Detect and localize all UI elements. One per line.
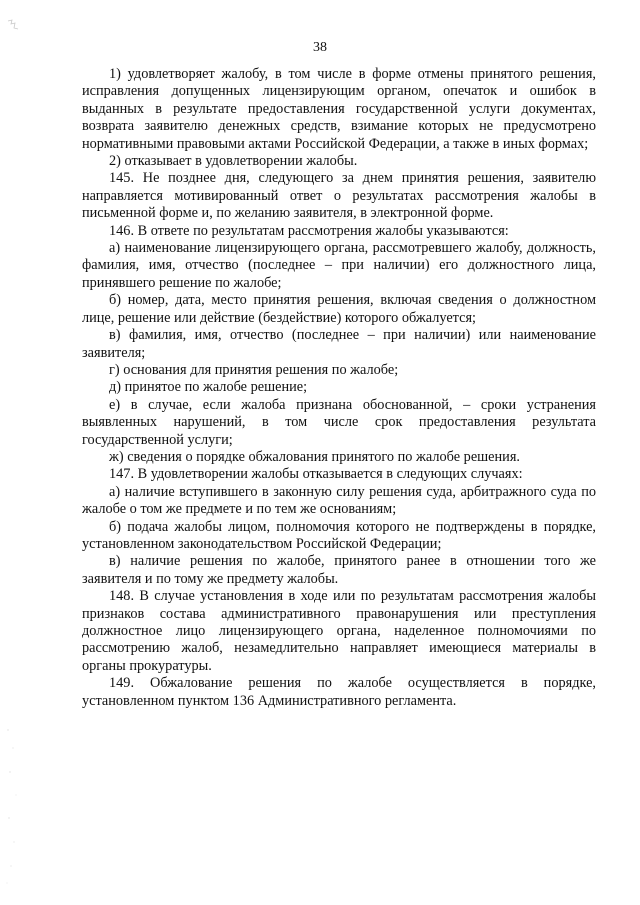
- scan-artifact-icon: [6, 18, 20, 32]
- margin-noise-icon: [4, 720, 22, 890]
- paragraph-148: 148. В случае установления в ходе или по результатам рассмотрения жалобы признаков состава административного правонарушения или преступления должностное лицо лицензирующего органа, наделенное полномочиями по рассмотрению жалоб, незамедлительно направляет имеющиеся материалы в органы прокуратуры.: [82, 588, 596, 674]
- document-body: [82, 66, 596, 710]
- paragraph-147-v: в) наличие решения по жалобе, принятого ранее в отношении того же заявителя и по тому же предмету жалобы.: [82, 553, 596, 587]
- paragraph-145: 145. Не позднее дня, следующего за днем принятия решения, заявителю направляется мотивированный ответ о результатах рассмотрения жалобы в письменной форме и, по желанию заявителя, в электронной форме.: [82, 170, 596, 222]
- paragraph-146-g: г) основания для принятия решения по жалобе;: [109, 361, 399, 378]
- paragraph-item-2: 2) отказывает в удовлетворении жалобы.: [109, 153, 358, 170]
- paragraph-146-zh: ж) сведения о порядке обжалования принятого по жалобе решения.: [109, 448, 520, 465]
- paragraph-146-e: е) в случае, если жалоба признана обоснованной, – сроки устранения выявленных нарушений, в том числе срок предоставления результата государственной услуги;: [82, 396, 596, 448]
- paragraph-146-v: в) фамилия, имя, отчество (последнее – при наличии) или наименование заявителя;: [82, 327, 596, 361]
- paragraph-146-d: д) принятое по жалобе решение;: [109, 379, 308, 396]
- paragraph-147-b: б) подача жалобы лицом, полномочия которого не подтверждены в порядке, установленном законодательством Российской Федерации;: [82, 518, 596, 552]
- paragraph-item-1: 1) удовлетворяет жалобу, в том числе в форме отмены принятого решения, исправления допущенных лицензирующим органом, опечаток и ошибок в выданных в результате предоставления государственной услуги документах, возврата заявителю денежных средств, взимание которых не предусмотрено нормативными правовыми актами Российской Федерации, а также в иных формах;: [82, 66, 596, 152]
- paragraph-147-a: а) наличие вступившего в законную силу решения суда, арбитражного суда по жалобе о том же предмете и по тем же основаниям;: [82, 483, 596, 518]
- paragraph-146-b: б) номер, дата, место принятия решения, включая сведения о должностном лице, решение или действие (бездействие) которого обжалуется;: [82, 292, 596, 326]
- paragraph-146-a: а) наименование лицензирующего органа, рассмотревшего жалобу, должность, фамилия, имя, отчество (последнее – при наличии) его должностного лица, принявшего решение по жалобе;: [82, 240, 596, 291]
- page-number: 38: [313, 40, 327, 55]
- paragraph-146: 146. В ответе по результатам рассмотрения жалобы указываются:: [109, 222, 509, 239]
- paragraph-149: 149. Обжалование решения по жалобе осуществляется в порядке, установленном пунктом 136 Административного регламента.: [82, 675, 596, 709]
- paragraph-147: 147. В удовлетворении жалобы отказывается в следующих случаях:: [109, 466, 523, 483]
